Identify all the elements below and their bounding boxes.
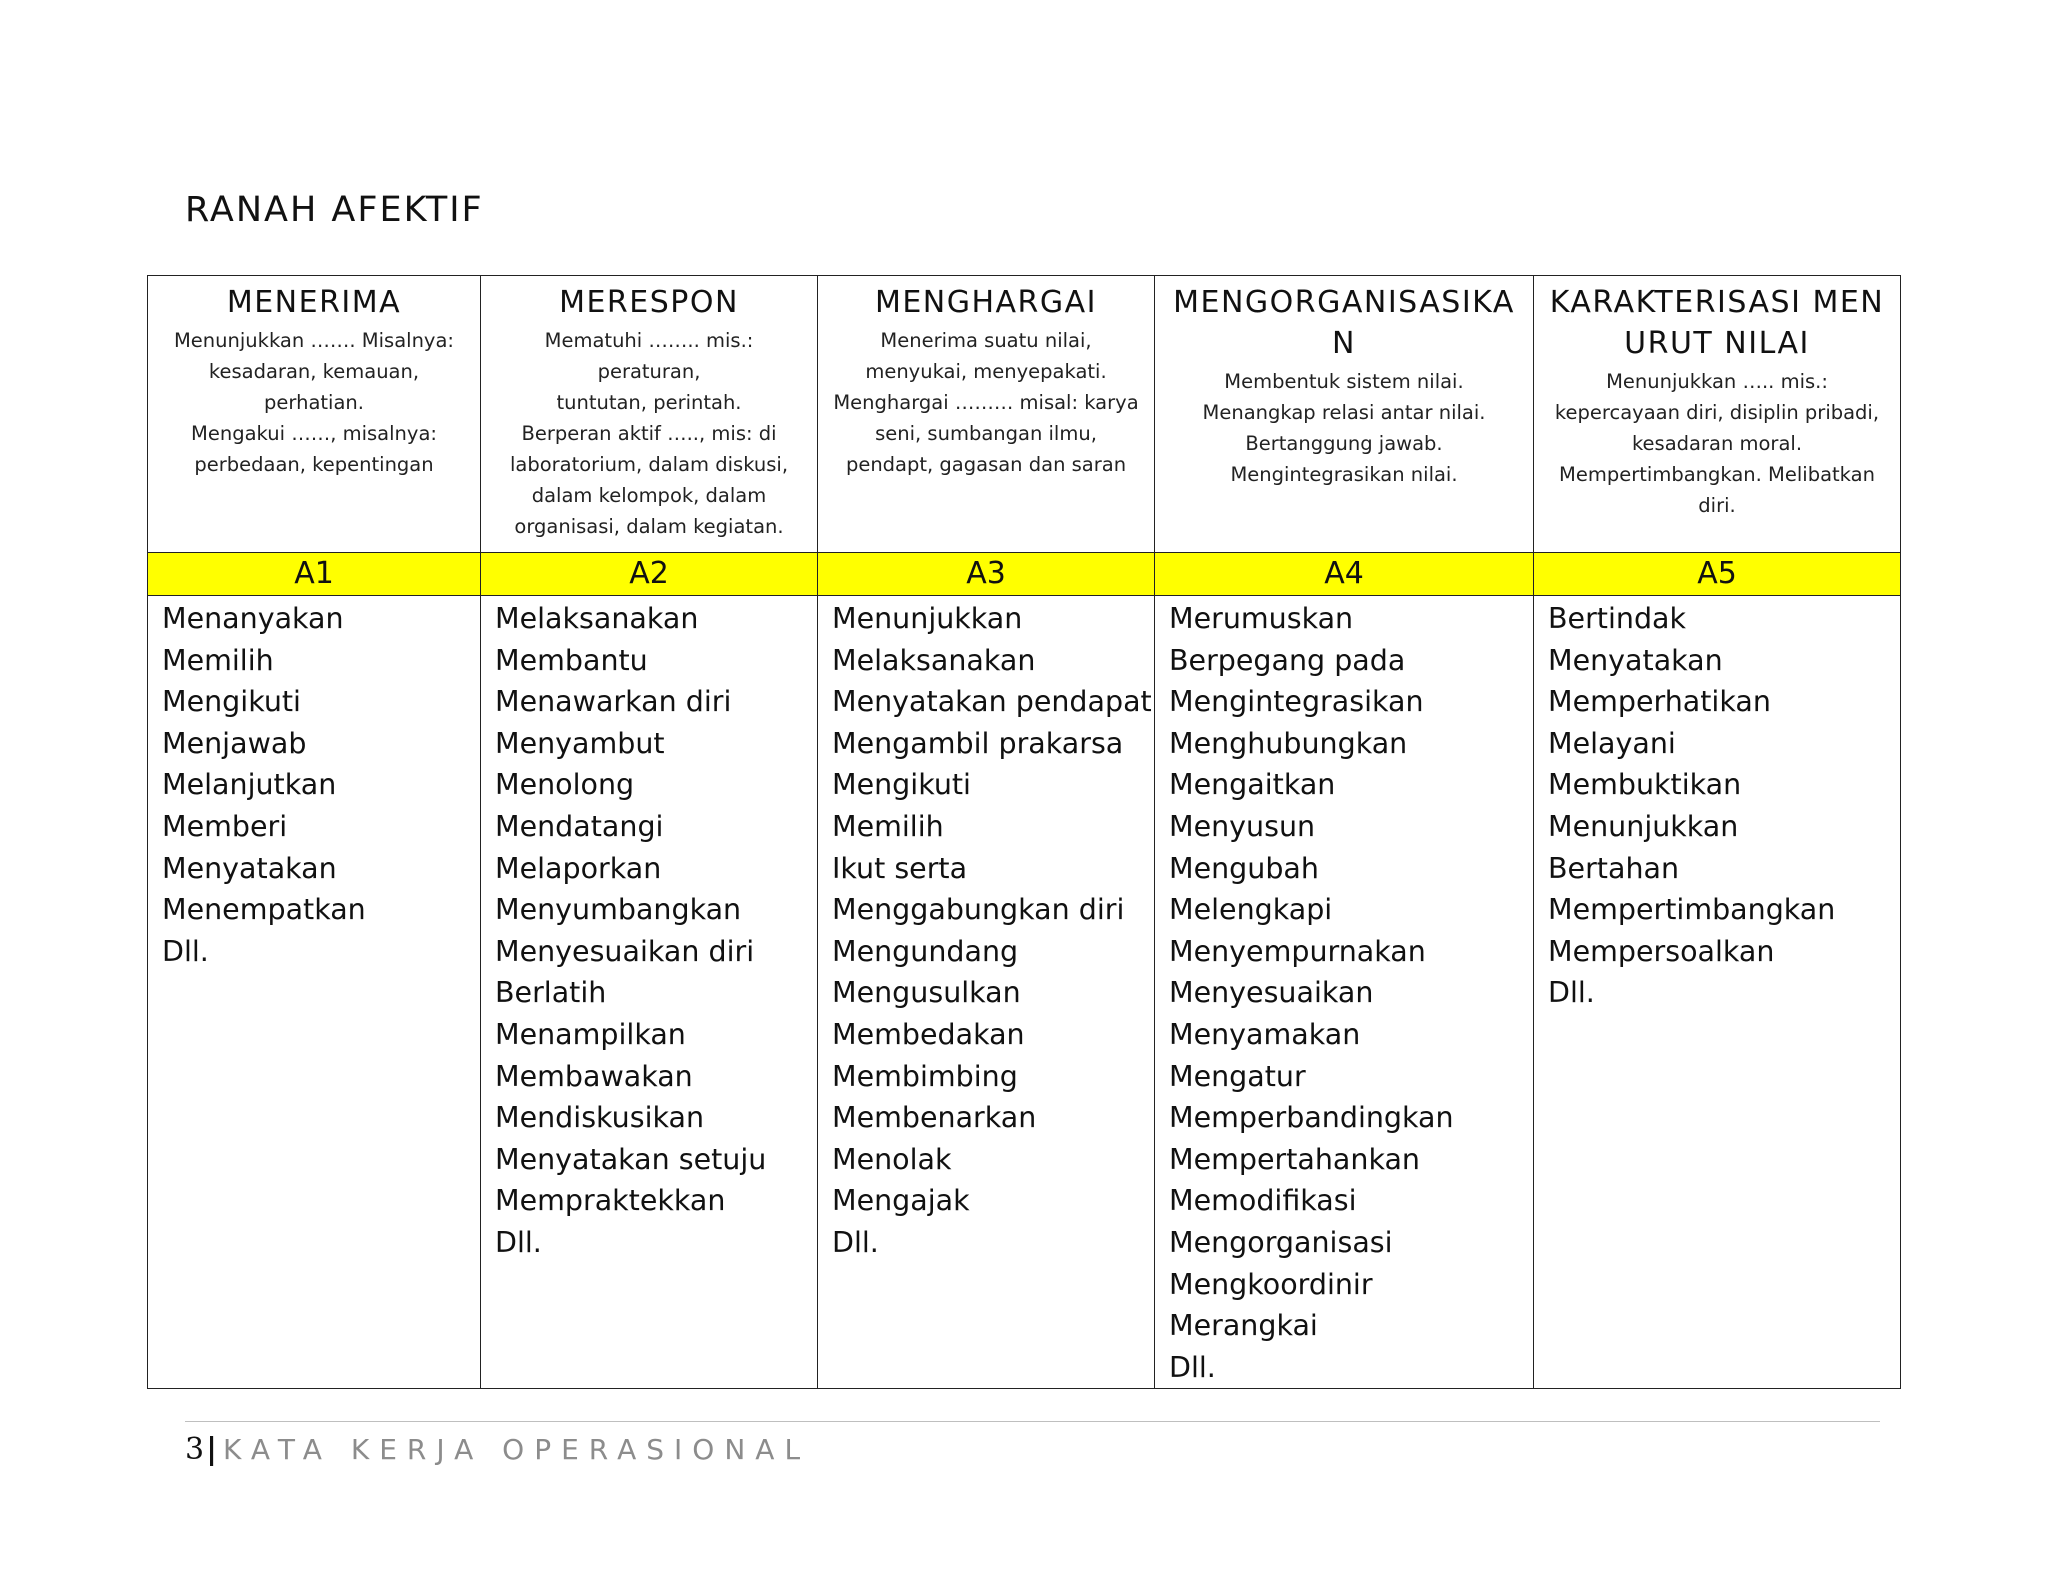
page-number: 3 — [185, 1432, 205, 1467]
column-description — [828, 325, 1144, 480]
verb-item: Mengusulkan — [832, 976, 1021, 1010]
verb-item: Menyempurnakan — [1169, 934, 1426, 968]
description-line: Menangkap relasi antar nilai. — [1202, 401, 1486, 424]
column-description — [1544, 366, 1890, 521]
verb-item: Membedakan — [832, 1017, 1025, 1051]
verb-item: Menyusun — [1169, 809, 1316, 843]
verb-item: Mendiskusikan — [495, 1101, 705, 1135]
verb-item: Melaksanakan — [832, 643, 1036, 677]
verb-item: Melanjutkan — [162, 768, 337, 802]
verb-item: Bertahan — [1548, 851, 1680, 885]
verb-cell-a4 — [1155, 596, 1534, 1389]
column-description — [491, 325, 807, 542]
footer-divider — [185, 1421, 1880, 1422]
description-line: Menunjukkan ……. Misalnya: — [173, 329, 454, 352]
header-cell-menerima — [148, 276, 481, 553]
verb-cell-a3 — [818, 596, 1155, 1389]
verb-cell-a2 — [481, 596, 818, 1389]
page-footer — [185, 1432, 810, 1467]
description-line: Menunjukkan ….. mis.: — [1606, 370, 1828, 393]
verb-item: Dll. — [162, 934, 209, 968]
code-cell-a4: A4 — [1155, 553, 1534, 596]
verb-item: Memodifikasi — [1169, 1184, 1357, 1218]
description-line: menyukai, menyepakati. — [865, 360, 1107, 383]
verb-item: Melaporkan — [495, 851, 662, 885]
verb-list-row — [148, 596, 1901, 1389]
verb-item: Menyatakan — [1548, 643, 1723, 677]
header-row — [148, 276, 1901, 553]
verb-item: Membantu — [495, 643, 648, 677]
verb-item: Menampilkan — [495, 1017, 686, 1051]
verb-item: Menunjukkan — [1548, 809, 1739, 843]
verb-item: Melayani — [1548, 726, 1676, 760]
verb-item: Menolong — [495, 768, 635, 802]
verb-item: Mengambil prakarsa — [832, 726, 1124, 760]
verb-item: Memperhatikan — [1548, 685, 1771, 719]
description-line: diri. — [1698, 494, 1736, 517]
verb-item: Menanyakan — [162, 602, 344, 635]
verb-item: Bertindak — [1548, 602, 1687, 635]
description-line: organisasi, dalam kegiatan. — [514, 515, 784, 538]
verb-item: Memilih — [832, 809, 944, 843]
code-cell-a3: A3 — [818, 553, 1155, 596]
verb-item: Ikut serta — [832, 851, 968, 885]
verb-item: Menghubungkan — [1169, 726, 1408, 760]
description-line: kesadaran moral. — [1631, 432, 1803, 455]
verb-item: Memilih — [162, 643, 274, 677]
verb-item: Mengintegrasikan — [1169, 685, 1424, 719]
verb-item: Dll. — [1548, 976, 1595, 1010]
verb-cell-a1 — [148, 596, 481, 1389]
verb-item: Mempertahankan — [1169, 1142, 1420, 1176]
description-line: Mengakui ……, misalnya: — [191, 422, 437, 445]
verb-item: Menempatkan — [162, 893, 366, 927]
page-title: RANAH AFEKTIF — [185, 190, 484, 230]
verb-item: Merangkai — [1169, 1309, 1318, 1343]
verb-item: Menggabungkan diri — [832, 893, 1125, 927]
header-cell-mengorganisasikan — [1155, 276, 1534, 553]
verb-item: Merumuskan — [1169, 602, 1354, 635]
footer-separator: | — [206, 1432, 218, 1467]
verb-item: Mengikuti — [162, 685, 301, 719]
verb-item: Menyambut — [495, 726, 665, 760]
verb-item: Menawarkan diri — [495, 685, 732, 719]
verb-item: Menyamakan — [1169, 1017, 1361, 1051]
verb-item: Berlatih — [495, 976, 607, 1010]
description-line: Bertanggung jawab. — [1245, 432, 1443, 455]
verb-item: Menyesuaikan — [1169, 976, 1374, 1010]
code-cell-a1: A1 — [148, 553, 481, 596]
header-cell-menghargai — [818, 276, 1155, 553]
verb-item: Mengikuti — [832, 768, 971, 802]
verb-table — [147, 275, 1901, 1389]
verb-item: Membimbing — [832, 1059, 1018, 1093]
verb-cell-a5 — [1534, 596, 1901, 1389]
column-description — [158, 325, 470, 480]
code-cell-a2: A2 — [481, 553, 818, 596]
description-line: dalam kelompok, dalam — [531, 484, 767, 507]
verb-item: Melaksanakan — [495, 602, 699, 635]
verb-item: Menyumbangkan — [495, 893, 742, 927]
verb-list — [495, 598, 807, 1264]
verb-item: Membuktikan — [1548, 768, 1742, 802]
verb-item: Menyatakan setuju — [495, 1142, 767, 1176]
description-line: laboratorium, dalam diskusi, — [509, 453, 789, 476]
description-line: kepercayaan diri, disiplin pribadi, — [1554, 401, 1880, 424]
verb-item: Melengkapi — [1169, 893, 1333, 927]
description-line: Mempertimbangkan. Melibatkan — [1559, 463, 1875, 486]
verb-item: Membenarkan — [832, 1101, 1037, 1135]
column-title: MENGHARGAI — [874, 285, 1098, 320]
verb-item: Dll. — [832, 1225, 879, 1259]
verb-item: Mengkoordinir — [1169, 1267, 1373, 1301]
column-title: MENGORGANISASIKAN — [1173, 285, 1515, 361]
verb-list — [832, 598, 1152, 1264]
verb-item: Menolak — [832, 1142, 952, 1176]
verb-item: Mengorganisasi — [1169, 1225, 1393, 1259]
column-title: MERESPON — [559, 285, 739, 320]
verb-item: Dll. — [495, 1225, 542, 1259]
description-line: Menerima suatu nilai, — [880, 329, 1092, 352]
description-line: seni, sumbangan ilmu, — [875, 422, 1097, 445]
column-description — [1165, 366, 1523, 490]
description-line: perhatian. — [264, 391, 364, 414]
verb-item: Memberi — [162, 809, 288, 843]
column-title: MENERIMA — [226, 285, 402, 320]
description-line: Mematuhi …….. mis.: peraturan, — [544, 329, 754, 383]
description-line: Berperan aktif ….., mis: di — [521, 422, 777, 445]
code-row — [148, 553, 1901, 596]
header-cell-merespon — [481, 276, 818, 553]
verb-list — [162, 598, 470, 972]
verb-item: Menyatakan pendapat — [832, 685, 1152, 719]
verb-item: Menjawab — [162, 726, 307, 760]
verb-item: Mempraktekkan — [495, 1184, 726, 1218]
verb-item: Membawakan — [495, 1059, 693, 1093]
verb-item: Mengatur — [1169, 1059, 1306, 1093]
verb-item: Mengaitkan — [1169, 768, 1336, 802]
header-cell-karakterisasi — [1534, 276, 1901, 553]
verb-list — [1548, 598, 1890, 1014]
verb-item: Mempertimbangkan — [1548, 893, 1836, 927]
verb-item: Mengajak — [832, 1184, 970, 1218]
description-line: Mengintegrasikan nilai. — [1230, 463, 1458, 486]
description-line: perbedaan, kepentingan — [194, 453, 434, 476]
code-cell-a5: A5 — [1534, 553, 1901, 596]
description-line: pendapt, gagasan dan saran — [845, 453, 1127, 476]
description-line: Membentuk sistem nilai. — [1224, 370, 1464, 393]
footer-title: KATA KERJA OPERASIONAL — [223, 1433, 811, 1466]
verb-item: Menyesuaikan diri — [495, 934, 755, 968]
verb-item: Mendatangi — [495, 809, 664, 843]
column-title: KARAKTERISASI MENURUT NILAI — [1549, 285, 1885, 361]
verb-item: Menunjukkan — [832, 602, 1023, 635]
verb-item: Menyatakan — [162, 851, 337, 885]
verb-item: Memperbandingkan — [1169, 1101, 1454, 1135]
description-line: tuntutan, perintah. — [556, 391, 742, 414]
description-line: Menghargai ……… misal: karya — [833, 391, 1139, 414]
verb-item: Mempersoalkan — [1548, 934, 1775, 968]
verb-item: Dll. — [1169, 1350, 1216, 1384]
description-line: kesadaran, kemauan, — [208, 360, 420, 383]
verb-item: Mengubah — [1169, 851, 1319, 885]
verb-item: Mengundang — [832, 934, 1019, 968]
verb-item: Berpegang pada — [1169, 643, 1406, 677]
verb-list — [1169, 598, 1523, 1388]
